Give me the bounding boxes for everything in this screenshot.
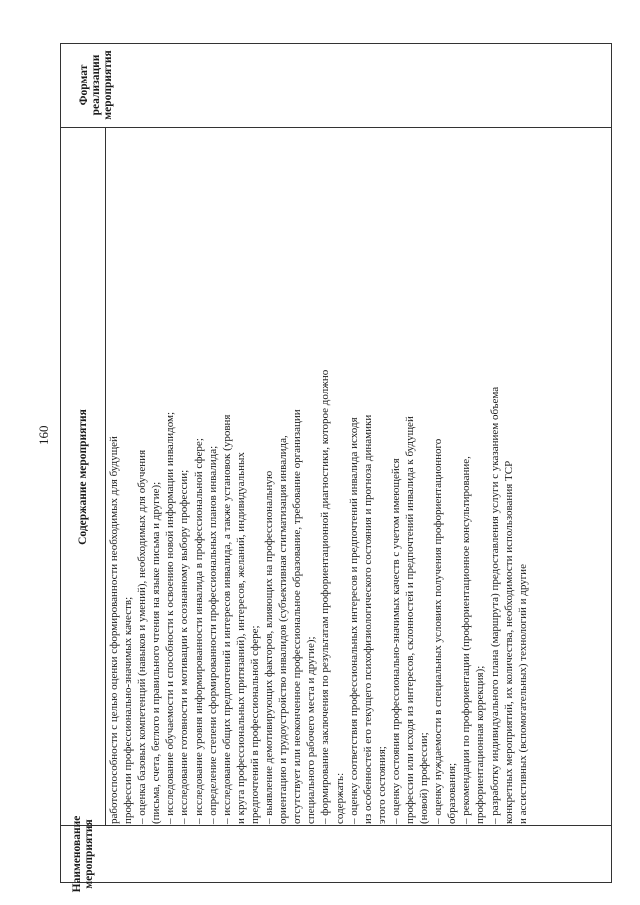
content-line: – исследование общих предпочтений и интересов инвалида, а также установок (уровня [220,414,233,824]
column-separator [61,825,611,826]
content-line: – исследование уровня информированности инвалида в профессиональной сфере; [192,438,205,824]
content-line: – оценку состояния профессионально-значимых качеств с учетом имеющейся [389,458,402,824]
content-line: – оценка базовых компетенций (навыков и умений), необходимых для обучения [136,449,149,824]
rotated-table-block [60,43,612,893]
content-line: работоспособности с целью оценки сформированности необходимых для будущей [108,436,120,824]
content-line: из особенностей его текущего психофизиологического состояния и прогноза динамики [361,414,374,824]
content-line: – определение степени сформированности профессиональных планов инвалида; [206,445,219,824]
content-line: профориентационная коррекция); [474,665,487,824]
content-line: предпочтений в профессиональной сфере; [248,625,261,824]
activities-table [60,43,612,893]
content-line: отсутствует или неоконченное профессиональное образование, требование организации [291,409,304,824]
content-line: – оценку нуждаемости в специальных условиях получения профориентационного [432,438,445,824]
content-line: и круга профессиональных притязаний), интересов, желаний, индивидуальных [234,452,247,824]
content-line: профессии или исходя из интересов, склонностей и предпочтений инвалида к будущей [403,416,416,824]
content-line: (письма, счета, беглого и правильного чтения на языке письма и другие); [150,481,163,824]
header-underline [105,128,106,826]
content-line: содержать: [333,772,346,824]
content-line: – формирование заключения по результатам профориентационной диагностики, которое должно [319,369,332,824]
header-name: Наименование мероприятия [70,815,95,893]
header-content: Содержание мероприятия [76,409,89,545]
content-line: – рекомендации по профориентации (профориентационное консультирование, [460,456,473,824]
content-line: профессии профессионально-значимых качеств; [122,596,135,824]
page-number: 160 [36,425,51,445]
content-line: – разработку индивидуального плана (маршрута) предоставления услуги с указанием объема [488,386,501,824]
content-line: – исследование готовности и мотивации к осознанному выбору профессии; [178,469,191,824]
content-line: – исследование обучаемости и способности к освоению новой информации инвалидом; [164,411,177,824]
content-line: конкретных мероприятий, их количества, необходимости использования ТСР [502,460,515,824]
content-line: – выявление демотивирующих факторов, влияющих на профессиональную [263,470,276,824]
activity-content [107,130,530,824]
content-line: – оценку соответствия профессиональных интересов и предпочтений инвалида исходя [347,417,360,824]
content-line: (новой) профессии; [418,732,431,824]
content-line: этого состояния; [375,746,388,824]
column-separator [61,127,611,128]
content-line: ориентацию и трудоустройство инвалидов (субъективная стигматизация инвалида, [277,435,290,824]
content-line: специального рабочего места и другие); [305,636,318,824]
content-line: и ассистивных (вспомогательных) технологий и другие [516,564,529,824]
content-line: образования; [446,762,459,824]
header-format: Формат реализации мероприятия [77,50,115,120]
